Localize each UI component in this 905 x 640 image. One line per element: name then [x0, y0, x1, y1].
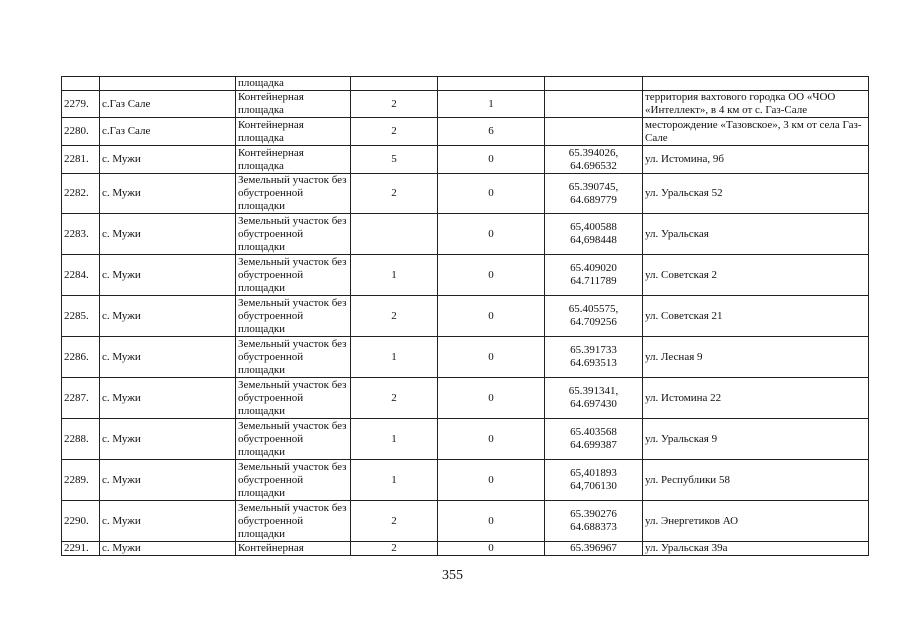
cell-count-a: 1 [351, 337, 438, 378]
cell-place: с. Мужи [100, 337, 236, 378]
cell-type: Контейнерная площадка [236, 118, 351, 146]
table-row [62, 460, 869, 501]
cell-address: ул. Советская 21 [643, 296, 869, 337]
cell-count-a: 2 [351, 118, 438, 146]
cell-num: 2288. [62, 419, 100, 460]
cell-count-a [351, 214, 438, 255]
cell-count-b: 0 [438, 174, 545, 214]
cell-count-b: 0 [438, 255, 545, 296]
table-row [62, 501, 869, 542]
cell-num: 2290. [62, 501, 100, 542]
cell-num: 2281. [62, 146, 100, 174]
cell-address: ул. Уральская 39а [643, 542, 869, 556]
cell-num: 2286. [62, 337, 100, 378]
cell-coord [545, 91, 643, 118]
cell-count-a: 2 [351, 91, 438, 118]
cell-coord [545, 118, 643, 146]
table-row [62, 419, 869, 460]
cell-coord: 65,400588 64,698448 [545, 214, 643, 255]
table-row [62, 542, 869, 556]
table-row [62, 91, 869, 118]
cell-coord: 65.396967 [545, 542, 643, 556]
cell-address: месторождение «Тазовское», 3 км от села Газ-Сале [643, 118, 869, 146]
cell-place: с. Мужи [100, 296, 236, 337]
cell-address: ул. Уральская 9 [643, 419, 869, 460]
cell-count-a: 2 [351, 174, 438, 214]
cell-address: ул. Уральская 52 [643, 174, 869, 214]
cell-count-b: 0 [438, 296, 545, 337]
cell-coord: 65.390276 64.688373 [545, 501, 643, 542]
cell-coord: 65.403568 64.699387 [545, 419, 643, 460]
cell-count-b [438, 77, 545, 91]
cell-address: ул. Истомина, 9б [643, 146, 869, 174]
cell-type: площадка [236, 77, 351, 91]
cell-count-b: 6 [438, 118, 545, 146]
cell-type: Земельный участок без обустроенной площадки [236, 296, 351, 337]
cell-address: ул. Республики 58 [643, 460, 869, 501]
cell-address: территория вахтового городка ОО «ЧОО «Интеллект», в 4 км от с. Газ-Сале [643, 91, 869, 118]
cell-num: 2287. [62, 378, 100, 419]
cell-count-b: 0 [438, 146, 545, 174]
cell-place: с. Мужи [100, 501, 236, 542]
cell-count-a [351, 77, 438, 91]
table-row [62, 296, 869, 337]
cell-coord: 65.390745, 64.689779 [545, 174, 643, 214]
cell-address: ул. Лесная 9 [643, 337, 869, 378]
cell-count-a: 2 [351, 542, 438, 556]
table-row [62, 174, 869, 214]
cell-type: Контейнерная площадка [236, 146, 351, 174]
cell-num: 2289. [62, 460, 100, 501]
cell-coord: 65.391341, 64.697430 [545, 378, 643, 419]
cell-num: 2282. [62, 174, 100, 214]
cell-num: 2284. [62, 255, 100, 296]
cell-place: с. Мужи [100, 419, 236, 460]
cell-place: с. Мужи [100, 214, 236, 255]
table-row [62, 118, 869, 146]
table-row-continuation [62, 77, 869, 91]
cell-type: Контейнерная [236, 542, 351, 556]
cell-type: Земельный участок без обустроенной площадки [236, 501, 351, 542]
cell-coord: 65.391733 64.693513 [545, 337, 643, 378]
cell-type: Контейнерная площадка [236, 91, 351, 118]
cell-coord: 65,401893 64,706130 [545, 460, 643, 501]
cell-num: 2291. [62, 542, 100, 556]
cell-coord: 65.405575, 64.709256 [545, 296, 643, 337]
cell-num [62, 77, 100, 91]
cell-place: с.Газ Сале [100, 91, 236, 118]
cell-type: Земельный участок без обустроенной площадки [236, 460, 351, 501]
table-row [62, 337, 869, 378]
table-row [62, 214, 869, 255]
cell-count-b: 0 [438, 337, 545, 378]
cell-count-b: 0 [438, 419, 545, 460]
cell-num: 2283. [62, 214, 100, 255]
cell-num: 2279. [62, 91, 100, 118]
cell-count-b: 0 [438, 460, 545, 501]
cell-count-b: 1 [438, 91, 545, 118]
cell-type: Земельный участок без обустроенной площадки [236, 255, 351, 296]
cell-coord [545, 77, 643, 91]
cell-address: ул. Энергетиков АО [643, 501, 869, 542]
cell-count-a: 1 [351, 419, 438, 460]
cell-place: с. Мужи [100, 378, 236, 419]
registry-table [61, 76, 869, 556]
cell-place [100, 77, 236, 91]
cell-address: ул. Уральская [643, 214, 869, 255]
cell-place: с. Мужи [100, 174, 236, 214]
cell-count-b: 0 [438, 501, 545, 542]
cell-place: с.Газ Сале [100, 118, 236, 146]
table-row [62, 378, 869, 419]
cell-address [643, 77, 869, 91]
cell-count-a: 1 [351, 460, 438, 501]
table-row [62, 255, 869, 296]
cell-count-a: 5 [351, 146, 438, 174]
page-number: 355 [442, 568, 463, 583]
cell-num: 2280. [62, 118, 100, 146]
cell-place: с. Мужи [100, 542, 236, 556]
cell-place: с. Мужи [100, 460, 236, 501]
cell-address: ул. Советская 2 [643, 255, 869, 296]
cell-place: с. Мужи [100, 255, 236, 296]
cell-type: Земельный участок без обустроенной площадки [236, 337, 351, 378]
cell-count-b: 0 [438, 378, 545, 419]
cell-coord: 65.409020 64.711789 [545, 255, 643, 296]
table-body [62, 77, 869, 556]
cell-count-a: 1 [351, 255, 438, 296]
cell-num: 2285. [62, 296, 100, 337]
cell-type: Земельный участок без обустроенной площадки [236, 214, 351, 255]
cell-count-a: 2 [351, 501, 438, 542]
cell-count-a: 2 [351, 296, 438, 337]
cell-coord: 65.394026, 64.696532 [545, 146, 643, 174]
cell-type: Земельный участок без обустроенной площадки [236, 378, 351, 419]
cell-address: ул. Истомина 22 [643, 378, 869, 419]
cell-count-b: 0 [438, 214, 545, 255]
cell-type: Земельный участок без обустроенной площадки [236, 419, 351, 460]
cell-count-b: 0 [438, 542, 545, 556]
cell-place: с. Мужи [100, 146, 236, 174]
cell-type: Земельный участок без обустроенной площадки [236, 174, 351, 214]
cell-count-a: 2 [351, 378, 438, 419]
table-row [62, 146, 869, 174]
